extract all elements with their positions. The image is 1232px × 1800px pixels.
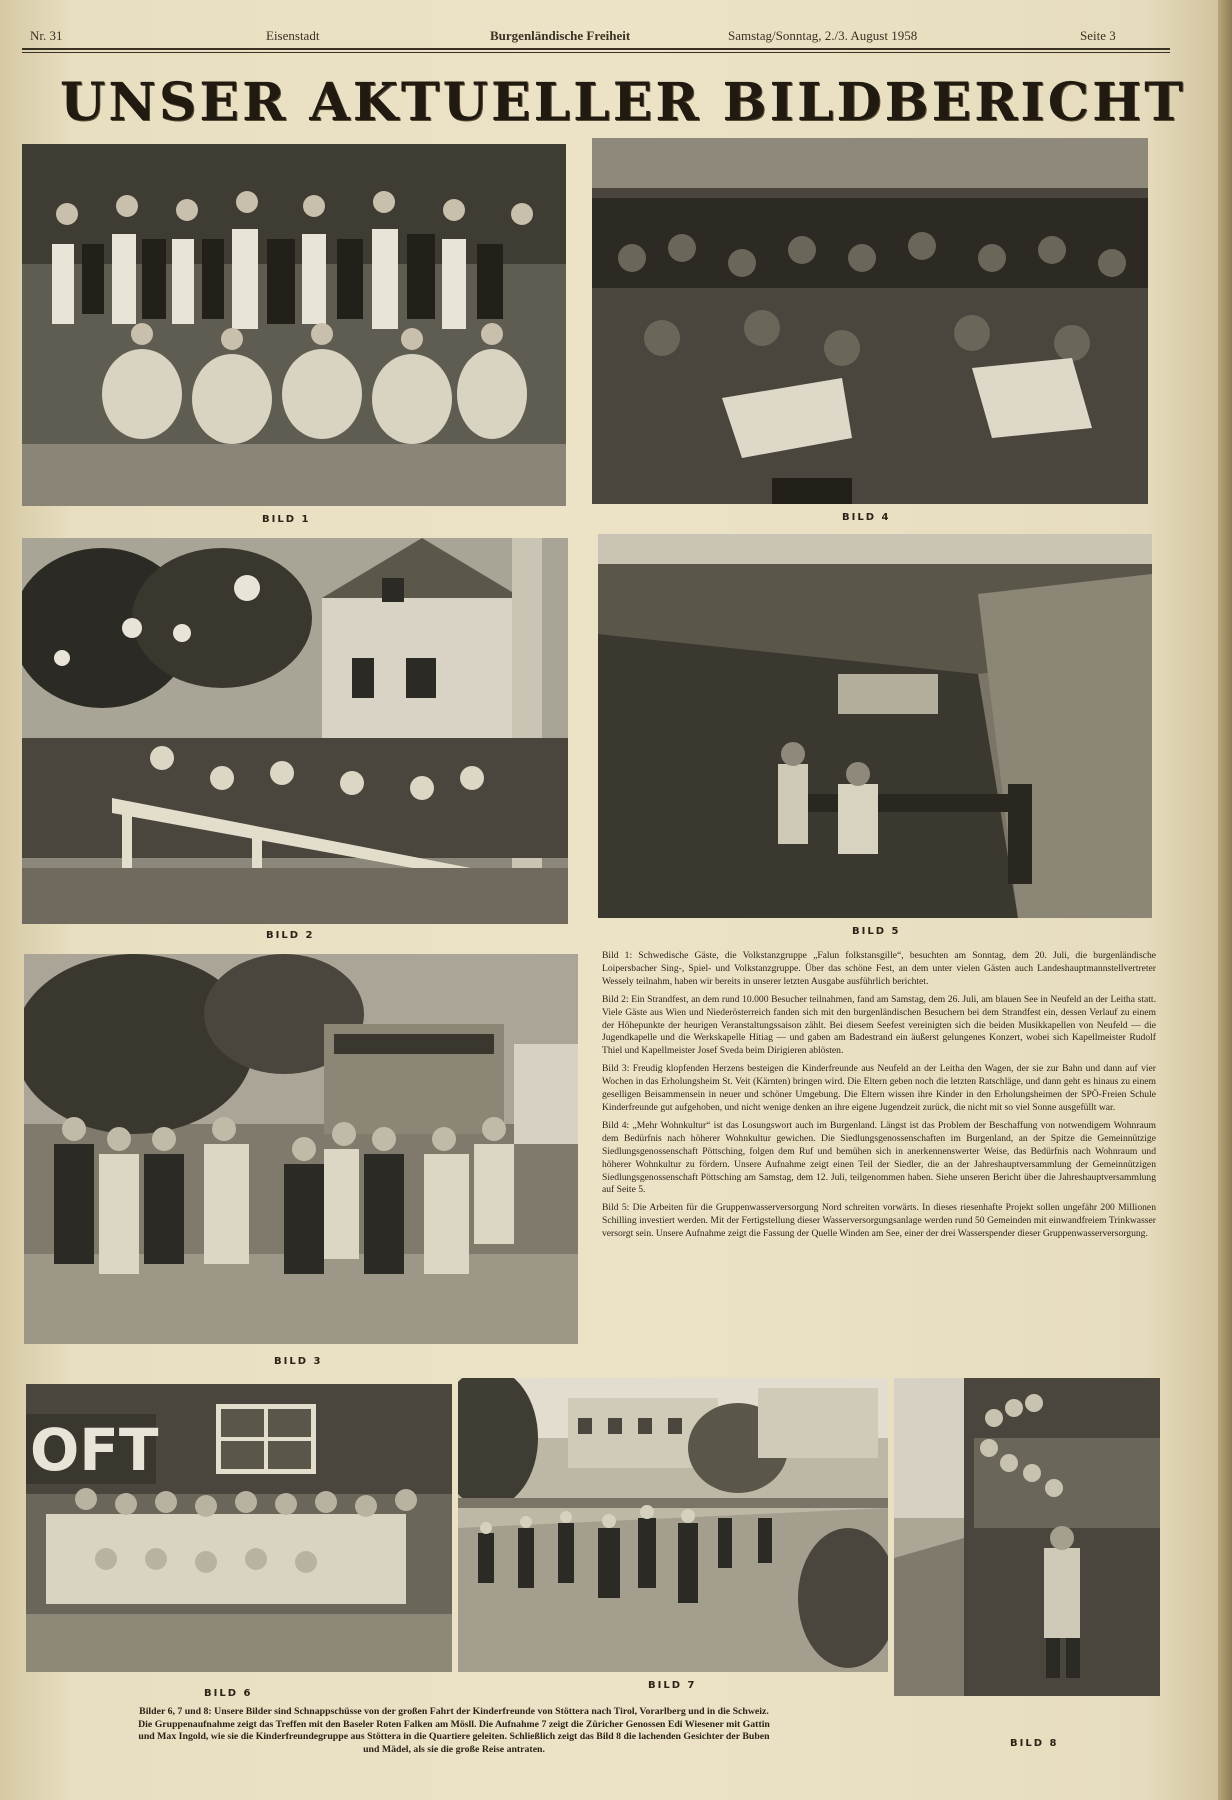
caption-bild-7: BILD 7 [648,1680,697,1691]
caption-bild-3: BILD 3 [274,1356,323,1367]
article-paragraph-bild-1: Bild 1: Schwedische Gäste, die Volkstanzgruppe „Falun folkstansgille“, besuchten am Sonntag, dem 20. Juli, die burgenländische Loipersbacher Sing-, Spiel- und Volkstanzgruppe. Über das schöne Fest, an dem unter vielen Gästen auch Landeshauptmannstellvertreter Wessely teilnahm, haben wir bereits in unserer letzten Ausgabe ausführlich berichtet. [602,950,1156,987]
footer-line-4: und Mädel, als sie die große Reise antraten. [363,1743,545,1755]
newspaper-name: Burgenländische Freiheit [490,28,631,43]
header-rule [22,48,1170,50]
page-header [22,24,1170,46]
sign-letters: OFT [30,1416,159,1484]
caption-bild-5: BILD 5 [852,926,901,937]
photo-bild-5 [598,534,1152,918]
photo-bild-6-image [26,1384,452,1672]
caption-bild-6: BILD 6 [204,1688,253,1699]
photo-bild-2-image [22,538,568,924]
article-paragraph-bild-5: Bild 5: Die Arbeiten für die Gruppenwasserversorgung Nord schreiten vorwärts. In dieses riesenhafte Projekt sollen ungefähr 200 Millionen Schilling investiert werden. Mit der Fertigstellung dieser Wasserversorgungsanlage werden rund 50 Gemeinden mit einwandfreiem Trinkwasser versorgt sein. Unsere Aufnahme zeigt die Fassung der Quelle Winden am See, einer der drei Wasserspender dieser Gruppenwasserversorgung. [602,1202,1156,1240]
photo-bild-2 [22,538,568,924]
photo-bild-4 [592,138,1148,504]
photo-bild-3-image [24,954,578,1344]
caption-bild-8: BILD 8 [1010,1738,1059,1749]
page-headline: UNSER AKTUELLER BILDBERICHT [60,72,1186,133]
photo-report-article [602,950,1156,1246]
photo-bild-6 [26,1384,452,1672]
photo-bild-8-image [894,1378,1160,1696]
issue-number: Nr. 31 [30,28,63,43]
article-paragraph-bild-3: Bild 3: Freudig klopfenden Herzens besteigen die Kinderfreunde aus Neufeld an der Leitha den Wagen, der sie zur Bahn und dann auf vier Wochen in das Erholungsheim St. Veit (Kärnten) bringen wird. Die Eltern geben noch die letzten Ratschläge, und dann geht es hinaus zu einem geselligen Beisammensein in neuer und schöner Umgebung. Die Eltern wissen ihre Kinder in den Erholungsheimen der SPÖ-Freien Schule Kinderfreunde gut aufgehoben, und nicht wenige denken an ihre eigene Jugendzeit zurück, die nicht mit so viel Sonne ausgefüllt war. [602,1063,1156,1113]
photo-bild-5-image [598,534,1152,918]
footer-line-3: und Max Ingold, wie sie die Kinderfreundegruppe aus Stöttera in die Quartiere geleiten. Schließlich zeigt das Bild 8 die lachenden Gesichter der Buben [138,1731,770,1743]
photo-bild-1-image [22,144,566,506]
footer-caption-text [18,1706,890,1756]
page-edge [1218,0,1232,1800]
page-number: Seite 3 [1080,28,1116,43]
photo-bild-7 [458,1378,888,1672]
article-paragraph-bild-4: Bild 4: „Mehr Wohnkultur“ ist das Losungswort auch im Burgenland. Längst ist das Problem der Beschaffung von notwendigem Wohnraum dem Bedürfnis nach höherer Wohnkultur gewichen. Die Siedlungsgenossenschaften im Burgenland, an der Spitze die Gemeinnützige Siedlungsgenossenschaft Pöttsching, folgen dem Ruf und bemühen sich in anerkennenswerter Weise, das Bedürfnis nach Wohnraum und höherer Wohnkultur zu fördern. Unsere Aufnahme zeigt einen Teil der Siedler, die an der Jahreshauptversammlung der Gemeinnützigen Siedlungsgenossenschaft Pöttsching am Samstag, dem 12. Juli, teilgenommen haben. Siehe unseren Bericht über die Jahreshauptversammlung auf Seite 5. [602,1119,1156,1196]
caption-bild-1: BILD 1 [262,514,311,525]
place-name: Eisenstadt [266,28,320,43]
photo-bild-1 [22,144,566,506]
header-rule-thin [22,52,1170,53]
caption-bild-2: BILD 2 [266,930,315,941]
photo-bild-8 [894,1378,1160,1696]
caption-bild-4: BILD 4 [842,512,891,523]
issue-date: Samstag/Sonntag, 2./3. August 1958 [728,28,918,43]
footer-line-2: Die Gruppenaufnahme zeigt das Treffen mit den Baseler Roten Falken am Mösll. Die Aufnahme 7 zeigt die Züricher Genossen Edi Wiesener mit Gattin [138,1718,770,1730]
footer-line-1: Bilder 6, 7 und 8: Unsere Bilder sind Schnappschüsse von der großen Fahrt der Kinderfreunde von Stöttera nach Tirol, Vorarlberg und in die Schweiz. [139,1706,769,1717]
article-paragraph-bild-2: Bild 2: Ein Strandfest, an dem rund 10.000 Besucher teilnahmen, fand am Samstag, dem 26. Juli, am blauen See in Neufeld an der Leitha statt. Viele Gäste aus Wien und Niederösterreich fanden sich mit den burgenländischen Besuchern bei dem Strandfest ein, dessen Verlauf zu einem der Höhepunkte der heurigen Veranstaltungssaison zählt. Bei diesem Seefest vereinigten sich die beiden Musikkapellen von Neufeld — die Jugendkapelle und die Werkskapelle Hitiag — und gaben am Badestrand ein äußerst gelungenes Konzert, wobei sich Kapellmeister Rudolf Thiel und Kapellmeister Josef Sveda beim Dirigieren ablösten. [602,993,1156,1057]
photo-bild-7-image [458,1378,888,1672]
photo-bild-3 [24,954,578,1344]
photo-bild-4-image [592,138,1148,504]
